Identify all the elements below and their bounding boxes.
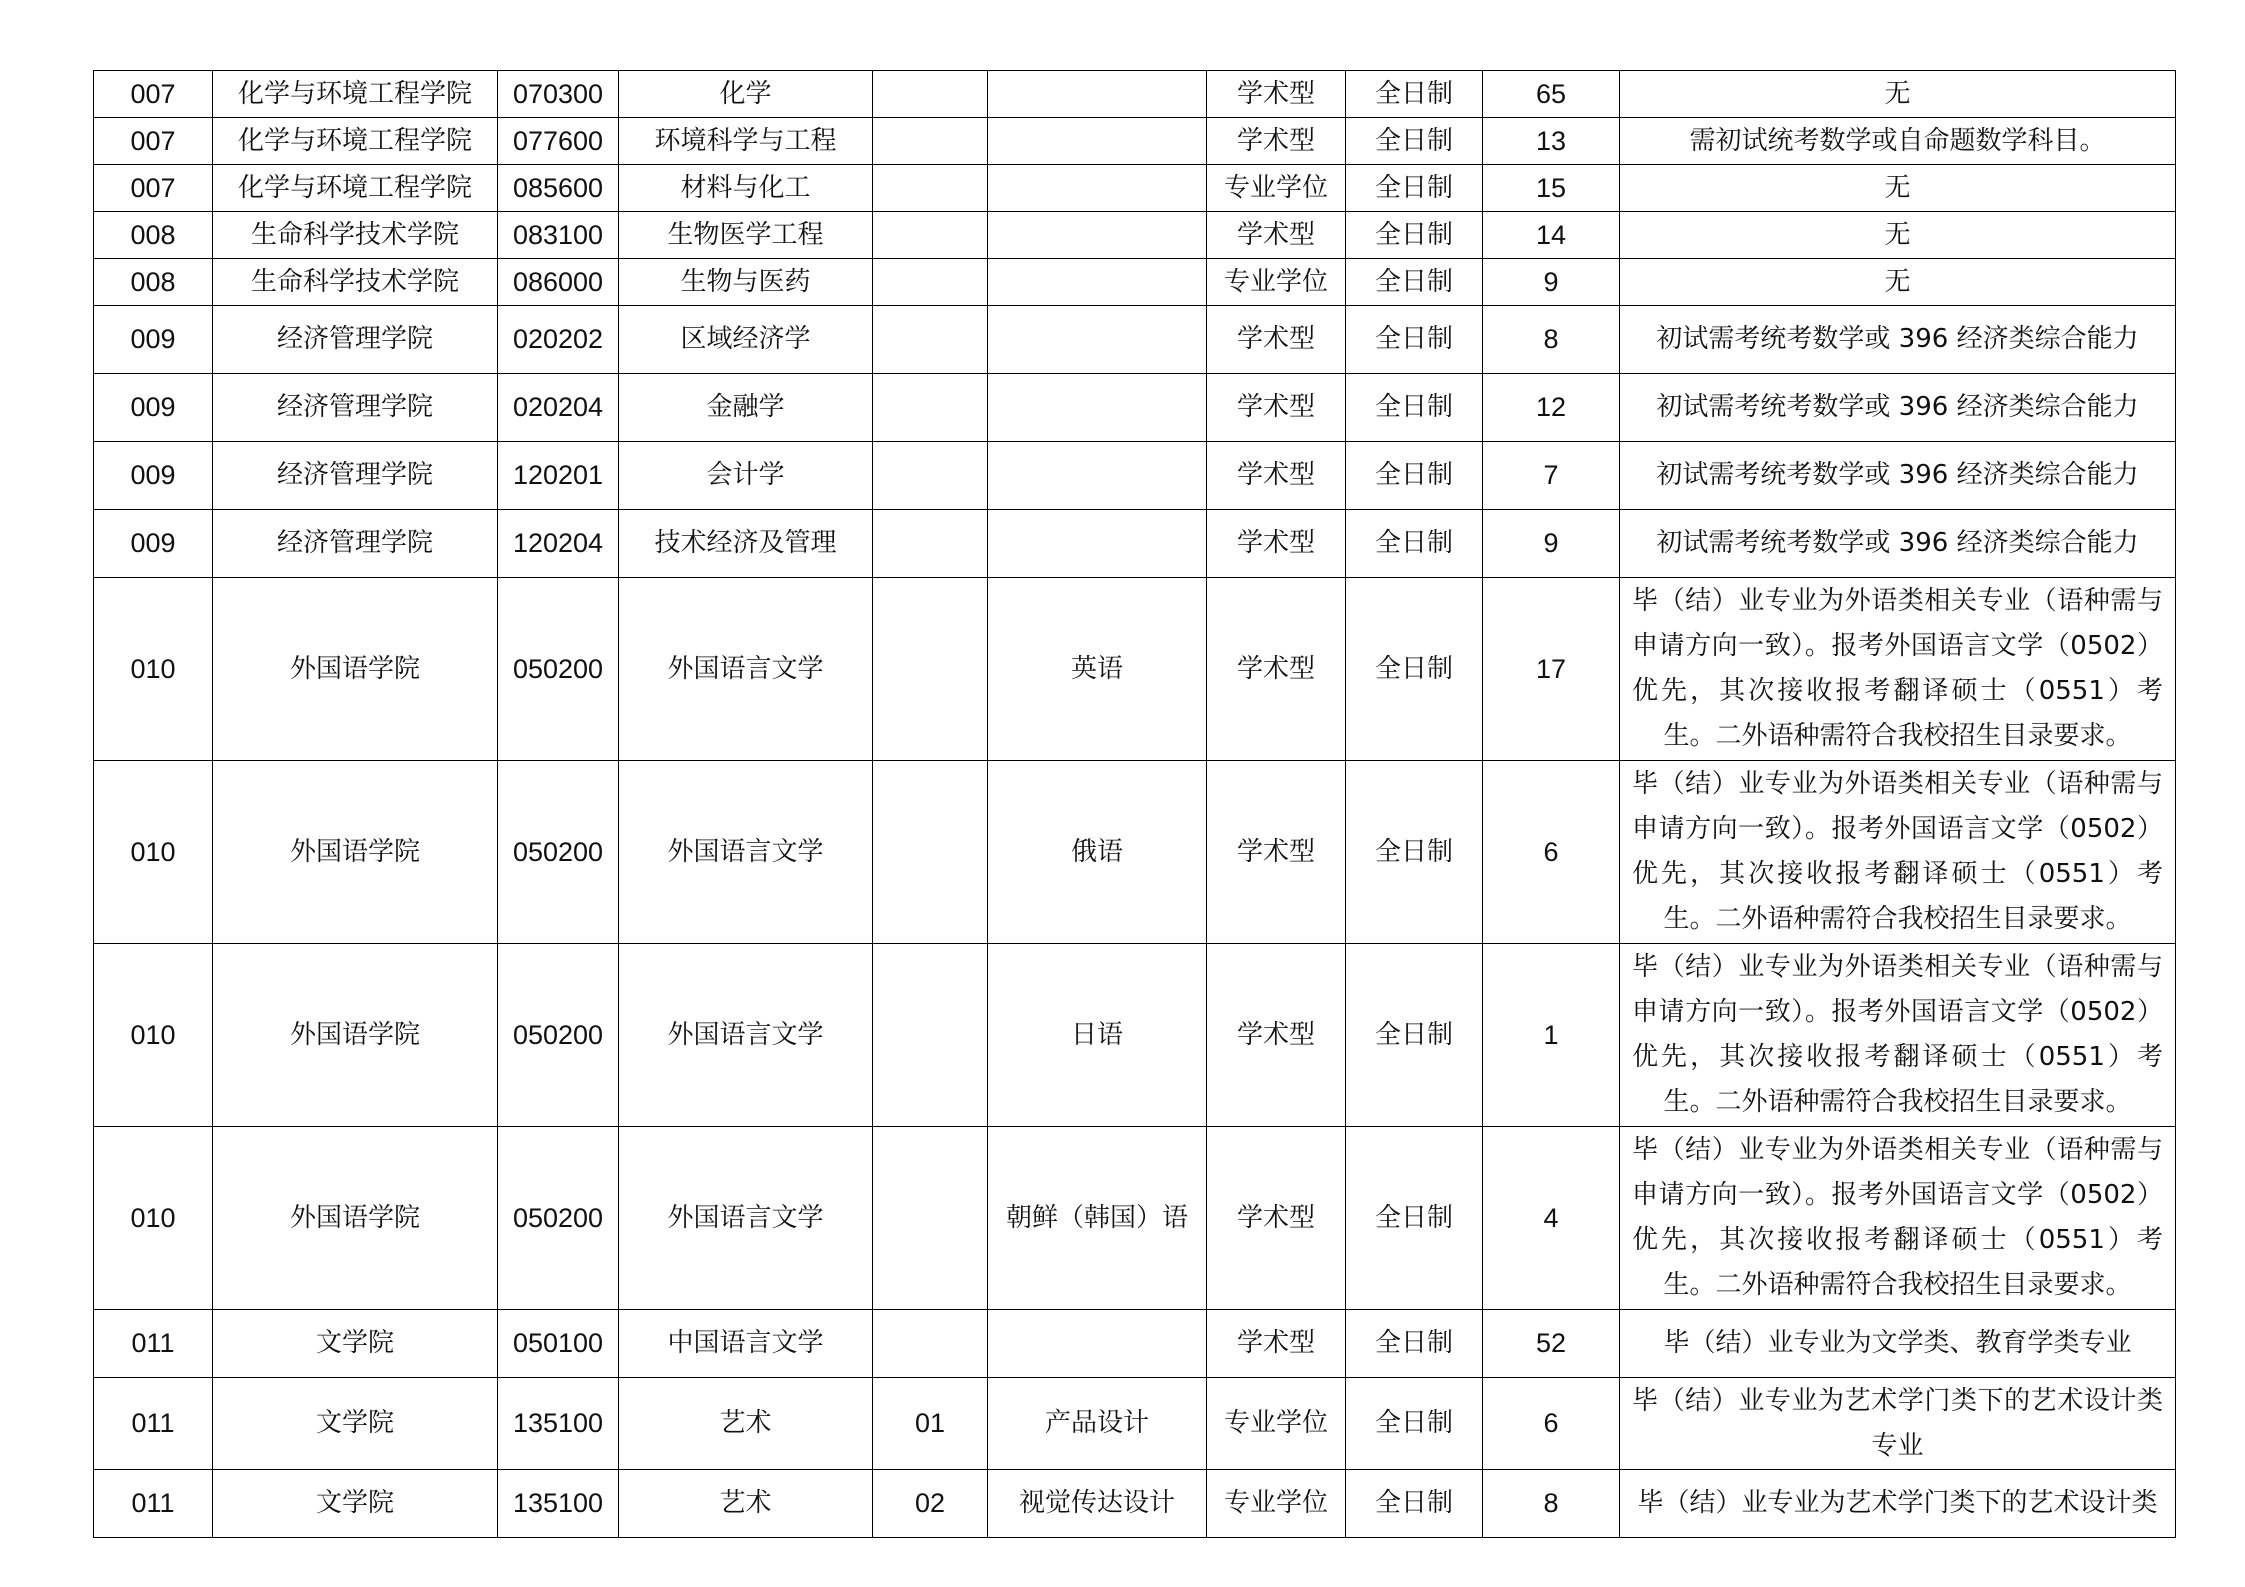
- quota-cell: 12: [1483, 374, 1620, 442]
- table-row: [94, 374, 2176, 442]
- degree-type-cell: 学术型: [1207, 374, 1346, 442]
- note-cell: 需初试统考数学或自命题数学科目。: [1620, 118, 2176, 165]
- school-cell: 外国语学院: [213, 1127, 498, 1310]
- direction-name-cell: 俄语: [988, 761, 1207, 944]
- major-cell: 艺术: [619, 1378, 873, 1470]
- table-row: [94, 1470, 2176, 1538]
- quota-cell: 6: [1483, 1378, 1620, 1470]
- direction-code-cell: [873, 165, 988, 212]
- direction-code-cell: [873, 1127, 988, 1310]
- study-mode-cell: 全日制: [1346, 578, 1483, 761]
- school-cell: 化学与环境工程学院: [213, 165, 498, 212]
- unit-code-cell: 011: [94, 1310, 213, 1378]
- note-cell: 毕（结）业专业为外语类相关专业（语种需与申请方向一致）。报考外国语言文学（0502）优先，其次接收报考翻译硕士（0551）考生。二外语种需符合我校招生目录要求。: [1620, 578, 2176, 761]
- major-cell: 材料与化工: [619, 165, 873, 212]
- quota-cell: 7: [1483, 442, 1620, 510]
- note-cell: 毕（结）业专业为外语类相关专业（语种需与申请方向一致）。报考外国语言文学（0502）优先，其次接收报考翻译硕士（0551）考生。二外语种需符合我校招生目录要求。: [1620, 1127, 2176, 1310]
- major-cell: 外国语言文学: [619, 761, 873, 944]
- major-code-cell: 050200: [498, 1127, 619, 1310]
- degree-type-cell: 学术型: [1207, 118, 1346, 165]
- major-cell: 会计学: [619, 442, 873, 510]
- direction-code-cell: [873, 944, 988, 1127]
- direction-code-cell: [873, 442, 988, 510]
- major-cell: 技术经济及管理: [619, 510, 873, 578]
- major-code-cell: 020202: [498, 306, 619, 374]
- direction-code-cell: [873, 578, 988, 761]
- degree-type-cell: 学术型: [1207, 510, 1346, 578]
- study-mode-cell: 全日制: [1346, 306, 1483, 374]
- school-cell: 生命科学技术学院: [213, 259, 498, 306]
- study-mode-cell: 全日制: [1346, 1310, 1483, 1378]
- degree-type-cell: 学术型: [1207, 1127, 1346, 1310]
- study-mode-cell: 全日制: [1346, 118, 1483, 165]
- quota-cell: 13: [1483, 118, 1620, 165]
- direction-name-cell: [988, 71, 1207, 118]
- study-mode-cell: 全日制: [1346, 165, 1483, 212]
- school-cell: 经济管理学院: [213, 442, 498, 510]
- degree-type-cell: 专业学位: [1207, 1378, 1346, 1470]
- quota-cell: 9: [1483, 259, 1620, 306]
- direction-name-cell: [988, 510, 1207, 578]
- quota-cell: 1: [1483, 944, 1620, 1127]
- study-mode-cell: 全日制: [1346, 212, 1483, 259]
- study-mode-cell: 全日制: [1346, 1470, 1483, 1538]
- major-code-cell: 120204: [498, 510, 619, 578]
- table-row: [94, 1378, 2176, 1470]
- degree-type-cell: 学术型: [1207, 306, 1346, 374]
- school-cell: 生命科学技术学院: [213, 212, 498, 259]
- unit-code-cell: 010: [94, 761, 213, 944]
- quota-cell: 8: [1483, 306, 1620, 374]
- note-cell: 初试需考统考数学或 396 经济类综合能力: [1620, 510, 2176, 578]
- major-code-cell: 085600: [498, 165, 619, 212]
- table-row: [94, 165, 2176, 212]
- note-cell: 初试需考统考数学或 396 经济类综合能力: [1620, 442, 2176, 510]
- study-mode-cell: 全日制: [1346, 1378, 1483, 1470]
- study-mode-cell: 全日制: [1346, 761, 1483, 944]
- school-cell: 外国语学院: [213, 944, 498, 1127]
- school-cell: 经济管理学院: [213, 510, 498, 578]
- school-cell: 化学与环境工程学院: [213, 118, 498, 165]
- degree-type-cell: 学术型: [1207, 761, 1346, 944]
- unit-code-cell: 007: [94, 71, 213, 118]
- table-row: [94, 510, 2176, 578]
- direction-code-cell: 02: [873, 1470, 988, 1538]
- quota-cell: 8: [1483, 1470, 1620, 1538]
- note-cell: 毕（结）业专业为艺术学门类下的艺术设计类: [1620, 1470, 2176, 1538]
- table-row: [94, 118, 2176, 165]
- direction-name-cell: 产品设计: [988, 1378, 1207, 1470]
- study-mode-cell: 全日制: [1346, 510, 1483, 578]
- direction-code-cell: [873, 71, 988, 118]
- quota-cell: 6: [1483, 761, 1620, 944]
- table-row: [94, 212, 2176, 259]
- degree-type-cell: 学术型: [1207, 944, 1346, 1127]
- major-code-cell: 050200: [498, 944, 619, 1127]
- note-cell: 无: [1620, 165, 2176, 212]
- direction-name-cell: [988, 442, 1207, 510]
- major-cell: 中国语言文学: [619, 1310, 873, 1378]
- major-code-cell: 050200: [498, 578, 619, 761]
- direction-name-cell: [988, 259, 1207, 306]
- unit-code-cell: 010: [94, 578, 213, 761]
- direction-code-cell: [873, 761, 988, 944]
- major-code-cell: 086000: [498, 259, 619, 306]
- direction-name-cell: 英语: [988, 578, 1207, 761]
- degree-type-cell: 学术型: [1207, 578, 1346, 761]
- unit-code-cell: 009: [94, 306, 213, 374]
- study-mode-cell: 全日制: [1346, 374, 1483, 442]
- direction-code-cell: [873, 306, 988, 374]
- major-code-cell: 050200: [498, 761, 619, 944]
- note-cell: 毕（结）业专业为文学类、教育学类专业: [1620, 1310, 2176, 1378]
- quota-cell: 17: [1483, 578, 1620, 761]
- degree-type-cell: 专业学位: [1207, 259, 1346, 306]
- degree-type-cell: 学术型: [1207, 212, 1346, 259]
- study-mode-cell: 全日制: [1346, 944, 1483, 1127]
- table-row: [94, 306, 2176, 374]
- table-row: [94, 761, 2176, 944]
- unit-code-cell: 008: [94, 259, 213, 306]
- study-mode-cell: 全日制: [1346, 71, 1483, 118]
- direction-code-cell: [873, 374, 988, 442]
- school-cell: 文学院: [213, 1310, 498, 1378]
- quota-cell: 52: [1483, 1310, 1620, 1378]
- direction-code-cell: [873, 1310, 988, 1378]
- direction-name-cell: 视觉传达设计: [988, 1470, 1207, 1538]
- major-cell: 生物与医药: [619, 259, 873, 306]
- major-code-cell: 135100: [498, 1378, 619, 1470]
- direction-name-cell: [988, 212, 1207, 259]
- note-cell: 无: [1620, 259, 2176, 306]
- direction-name-cell: [988, 118, 1207, 165]
- major-code-cell: 120201: [498, 442, 619, 510]
- table-row: [94, 944, 2176, 1127]
- direction-name-cell: 日语: [988, 944, 1207, 1127]
- study-mode-cell: 全日制: [1346, 1127, 1483, 1310]
- table-row: [94, 259, 2176, 306]
- unit-code-cell: 010: [94, 1127, 213, 1310]
- major-code-cell: 070300: [498, 71, 619, 118]
- school-cell: 外国语学院: [213, 761, 498, 944]
- major-cell: 外国语言文学: [619, 944, 873, 1127]
- table-row: [94, 1310, 2176, 1378]
- direction-name-cell: [988, 165, 1207, 212]
- enrollment-table: [93, 70, 2176, 1538]
- major-cell: 化学: [619, 71, 873, 118]
- table-row: [94, 71, 2176, 118]
- note-cell: 毕（结）业专业为外语类相关专业（语种需与申请方向一致）。报考外国语言文学（0502）优先，其次接收报考翻译硕士（0551）考生。二外语种需符合我校招生目录要求。: [1620, 761, 2176, 944]
- school-cell: 经济管理学院: [213, 306, 498, 374]
- quota-cell: 15: [1483, 165, 1620, 212]
- unit-code-cell: 008: [94, 212, 213, 259]
- school-cell: 经济管理学院: [213, 374, 498, 442]
- note-cell: 毕（结）业专业为外语类相关专业（语种需与申请方向一致）。报考外国语言文学（0502）优先，其次接收报考翻译硕士（0551）考生。二外语种需符合我校招生目录要求。: [1620, 944, 2176, 1127]
- table-row: [94, 1127, 2176, 1310]
- direction-code-cell: [873, 510, 988, 578]
- major-code-cell: 083100: [498, 212, 619, 259]
- unit-code-cell: 007: [94, 165, 213, 212]
- study-mode-cell: 全日制: [1346, 259, 1483, 306]
- major-cell: 金融学: [619, 374, 873, 442]
- table-row: [94, 442, 2176, 510]
- major-code-cell: 050100: [498, 1310, 619, 1378]
- degree-type-cell: 学术型: [1207, 71, 1346, 118]
- table-row: [94, 578, 2176, 761]
- unit-code-cell: 010: [94, 944, 213, 1127]
- unit-code-cell: 009: [94, 374, 213, 442]
- major-cell: 区域经济学: [619, 306, 873, 374]
- unit-code-cell: 007: [94, 118, 213, 165]
- study-mode-cell: 全日制: [1346, 442, 1483, 510]
- degree-type-cell: 专业学位: [1207, 1470, 1346, 1538]
- direction-code-cell: [873, 118, 988, 165]
- direction-code-cell: 01: [873, 1378, 988, 1470]
- direction-name-cell: [988, 1310, 1207, 1378]
- quota-cell: 9: [1483, 510, 1620, 578]
- note-cell: 初试需考统考数学或 396 经济类综合能力: [1620, 306, 2176, 374]
- major-code-cell: 020204: [498, 374, 619, 442]
- direction-name-cell: 朝鲜（韩国）语: [988, 1127, 1207, 1310]
- school-cell: 文学院: [213, 1470, 498, 1538]
- unit-code-cell: 009: [94, 442, 213, 510]
- major-code-cell: 135100: [498, 1470, 619, 1538]
- school-cell: 化学与环境工程学院: [213, 71, 498, 118]
- direction-name-cell: [988, 306, 1207, 374]
- direction-code-cell: [873, 212, 988, 259]
- direction-name-cell: [988, 374, 1207, 442]
- major-cell: 生物医学工程: [619, 212, 873, 259]
- degree-type-cell: 学术型: [1207, 1310, 1346, 1378]
- unit-code-cell: 011: [94, 1378, 213, 1470]
- major-cell: 外国语言文学: [619, 578, 873, 761]
- major-cell: 外国语言文学: [619, 1127, 873, 1310]
- direction-code-cell: [873, 259, 988, 306]
- note-cell: 毕（结）业专业为艺术学门类下的艺术设计类专业: [1620, 1378, 2176, 1470]
- note-cell: 初试需考统考数学或 396 经济类综合能力: [1620, 374, 2176, 442]
- degree-type-cell: 专业学位: [1207, 165, 1346, 212]
- major-cell: 艺术: [619, 1470, 873, 1538]
- unit-code-cell: 011: [94, 1470, 213, 1538]
- quota-cell: 65: [1483, 71, 1620, 118]
- major-cell: 环境科学与工程: [619, 118, 873, 165]
- note-cell: 无: [1620, 212, 2176, 259]
- quota-cell: 14: [1483, 212, 1620, 259]
- unit-code-cell: 009: [94, 510, 213, 578]
- school-cell: 外国语学院: [213, 578, 498, 761]
- school-cell: 文学院: [213, 1378, 498, 1470]
- major-code-cell: 077600: [498, 118, 619, 165]
- degree-type-cell: 学术型: [1207, 442, 1346, 510]
- quota-cell: 4: [1483, 1127, 1620, 1310]
- note-cell: 无: [1620, 71, 2176, 118]
